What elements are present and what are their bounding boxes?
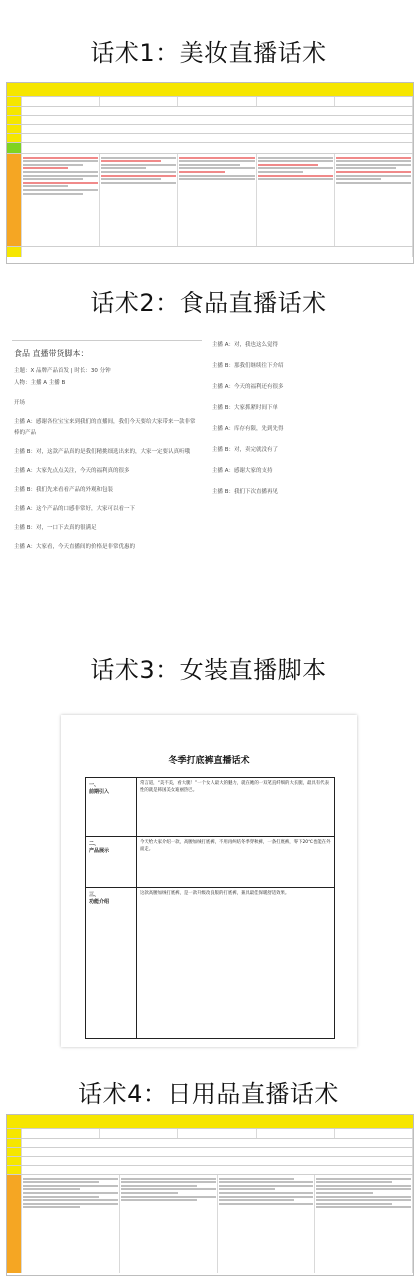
beauty-script-sheet xyxy=(6,82,414,264)
paragraph: 主播 B：对，这款产品真的是我们精挑细选出来的，大家一定要认真听哦 xyxy=(14,449,191,455)
daily-goods-script-sheet xyxy=(6,1114,414,1276)
sheet-header xyxy=(7,83,413,96)
row-label: 一、 前期引入 xyxy=(86,778,137,836)
row-content: 这款高腰加绒打底裤，是一款升级改良版的打底裤，兼具最佳保暖舒适效果。 xyxy=(140,891,290,896)
section-title-1: 话术1：美妆直播话术 xyxy=(90,39,327,67)
row-content: 今天给大家介绍一款，高腰加绒打底裤，不用再纠结冬季穿秋裤，一条打底裤，零下20℃也能在外面走。 xyxy=(140,840,331,853)
paragraph: 主播 B：大家抓紧时间下单 xyxy=(212,405,279,411)
paragraph: 主播 B：我们先来看看产品的外观和包装 xyxy=(14,487,114,493)
paragraph: 主播 A：大家先点点关注，今天的福利真的很多 xyxy=(14,468,130,474)
food-doc-meta: 主题：X 品牌产品首发 | 时长：30 分钟 xyxy=(14,368,111,374)
paragraph: 主播 A：库存有限，先到先得 xyxy=(212,426,284,432)
paragraph: 开场 xyxy=(14,400,26,406)
paragraph: 主播 A：感谢大家的支持 xyxy=(212,468,273,474)
row-label: 二、 产品展示 xyxy=(86,837,137,887)
paragraph: 主播 A：这个产品的口感非常好，大家可以看一下 xyxy=(14,506,136,512)
food-doc-heading: 食品 直播带货脚本： xyxy=(14,349,89,358)
section-title-2: 话术2：食品直播话术 xyxy=(90,289,327,317)
table-row xyxy=(86,778,334,836)
food-doc-meta: 人物：主播 A 主播 B xyxy=(14,380,66,386)
section-title-4: 话术4：日用品直播话术 xyxy=(78,1080,339,1108)
paragraph: 主播 A：对，我也这么觉得 xyxy=(212,342,279,348)
paragraph: 主播 B：对，一口下去真的很满足 xyxy=(14,525,97,531)
paragraph: 主播 B：我们下次直播再见 xyxy=(212,489,279,495)
paragraph: 主播 A：感谢各位宝宝来到我们的直播间，我们今天要给大家带来一款非常棒的产品 xyxy=(14,419,196,436)
paragraph: 主播 B：那我们继续往下介绍 xyxy=(212,363,284,369)
wear-doc-title: 冬季打底裤直播话术 xyxy=(168,756,250,766)
food-script-document xyxy=(12,340,407,620)
table-row xyxy=(86,836,334,887)
food-doc-left-column xyxy=(14,398,199,553)
row-content: 常言道，“美不美，看大腿！”一个女人最大的魅力，就在她的一双笔直纤细的大长腿，最具有代表性的就是韩国美女迪丽热巴。 xyxy=(140,781,329,794)
food-doc-right-column xyxy=(212,340,402,498)
paragraph: 主播 B：对，卖完就没有了 xyxy=(212,447,279,453)
sheet-header xyxy=(7,1115,413,1128)
section-title-3: 话术3：女装直播脚本 xyxy=(90,656,327,684)
row-label: 三、 功能介绍 xyxy=(86,888,137,1038)
wear-script-document xyxy=(61,715,357,1047)
wear-script-table xyxy=(85,777,335,1039)
table-row xyxy=(86,887,334,1038)
paragraph: 主播 A：大家看，今天直播间的价格是非常优惠的 xyxy=(14,544,136,550)
paragraph: 主播 A：今天的福利还有很多 xyxy=(212,384,284,390)
